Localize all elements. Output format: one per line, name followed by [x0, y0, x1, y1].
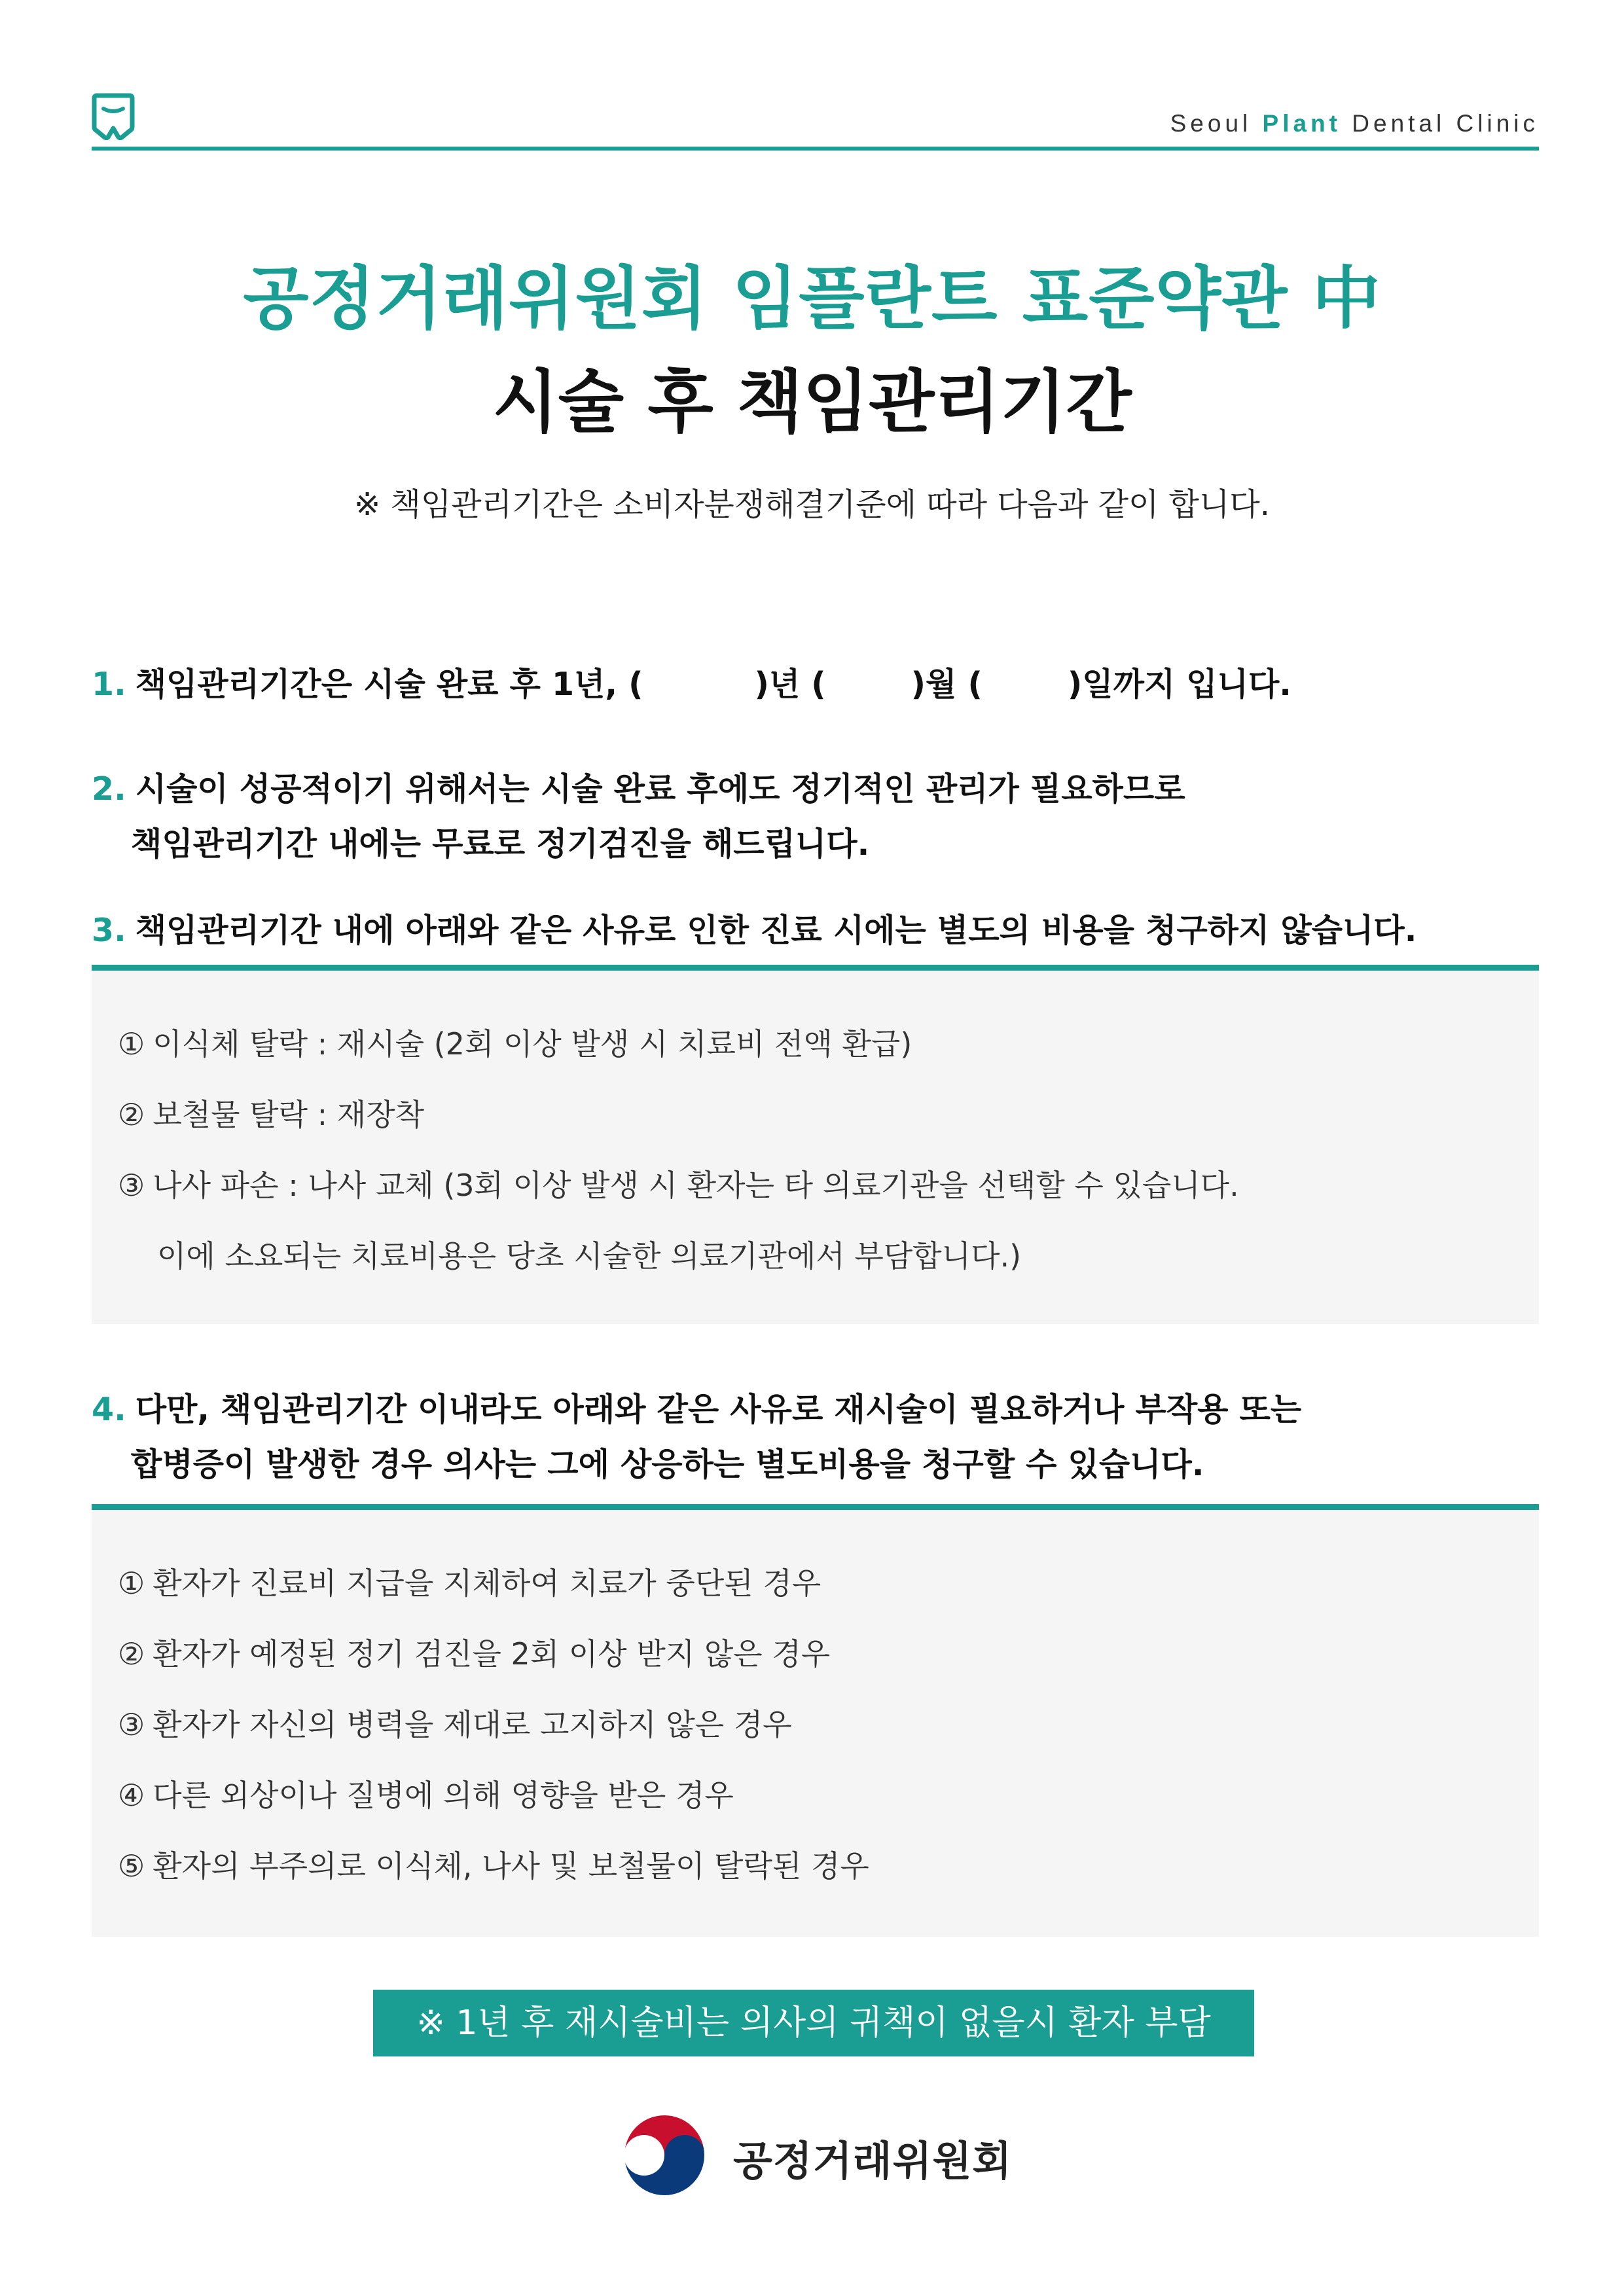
page-subtitle: 시술 후 책임관리기간 [492, 362, 1132, 442]
section-4-rule [92, 1504, 1539, 1510]
list-item: ③ 환자가 자신의 병력을 제대로 고지하지 않은 경우 [118, 1707, 792, 1742]
list-item: ⑤ 환자의 부주의로 이식체, 나사 및 보철물이 탈락된 경우 [118, 1848, 869, 1884]
list-item: ② 환자가 예정된 정기 검진을 2회 이상 받지 않은 경우 [118, 1636, 831, 1672]
footer-org-name: 공정거래위원회 [733, 2137, 1013, 2185]
list-item: 이에 소요되는 치료비용은 당초 시술한 의료기관에서 부담합니다.) [157, 1238, 1022, 1274]
section-3-rule [92, 965, 1539, 971]
list-item: ① 환자가 진료비 지급을 지체하여 치료가 중단된 경우 [118, 1566, 821, 1601]
list-item: ③ 나사 파손 : 나사 교체 (3회 이상 발생 시 환자는 타 의료기관을 선택할 수 있습니다. [118, 1168, 1239, 1203]
item-4: 4. 다만, 책임관리기간 이내라도 아래와 같은 사유로 재시술이 필요하거나 부작용 또는 합병증이 발생한 경우 의사는 그에 상응하는 별도비용을 청구할 수 있습니다. [92, 1391, 1302, 1483]
list-item: ① 이식체 탈락 : 재시술 (2회 이상 발생 시 치료비 전액 환급) [118, 1026, 912, 1062]
section-3-box [92, 971, 1539, 1324]
tooth-logo-icon [92, 92, 135, 141]
taegeuk-emblem-icon [615, 2106, 713, 2204]
header-rule [92, 147, 1539, 151]
item-1: 1. 책임관리기간은 시술 완료 후 1년, ( )년 ( )월 ( )일까지 입니다. [92, 666, 1291, 703]
list-item: ② 보철물 탈락 : 재장착 [118, 1097, 425, 1132]
clinic-name: Seoul Plant Dental Clinic [1170, 110, 1539, 137]
subnote: ※ 책임관리기간은 소비자분쟁해결기준에 따라 다음과 같이 합니다. [354, 486, 1270, 523]
notice-banner: ※ 1년 후 재시술비는 의사의 귀책이 없을시 환자 부담 [373, 1990, 1254, 2056]
item-3: 3. 책임관리기간 내에 아래와 같은 사유로 인한 진료 시에는 별도의 비용을 청구하지 않습니다. [92, 912, 1417, 949]
section-4-box [92, 1510, 1539, 1937]
list-item: ④ 다른 외상이나 질병에 의해 영향을 받은 경우 [118, 1778, 734, 1813]
page-title: 공정거래위원회 임플란트 표준약관 中 [243, 259, 1381, 338]
item-2: 2. 시술이 성공적이기 위해서는 시술 완료 후에도 정기적인 관리가 필요하므로 책임관리기간 내에는 무료로 정기검진을 해드립니다. [92, 770, 1185, 863]
